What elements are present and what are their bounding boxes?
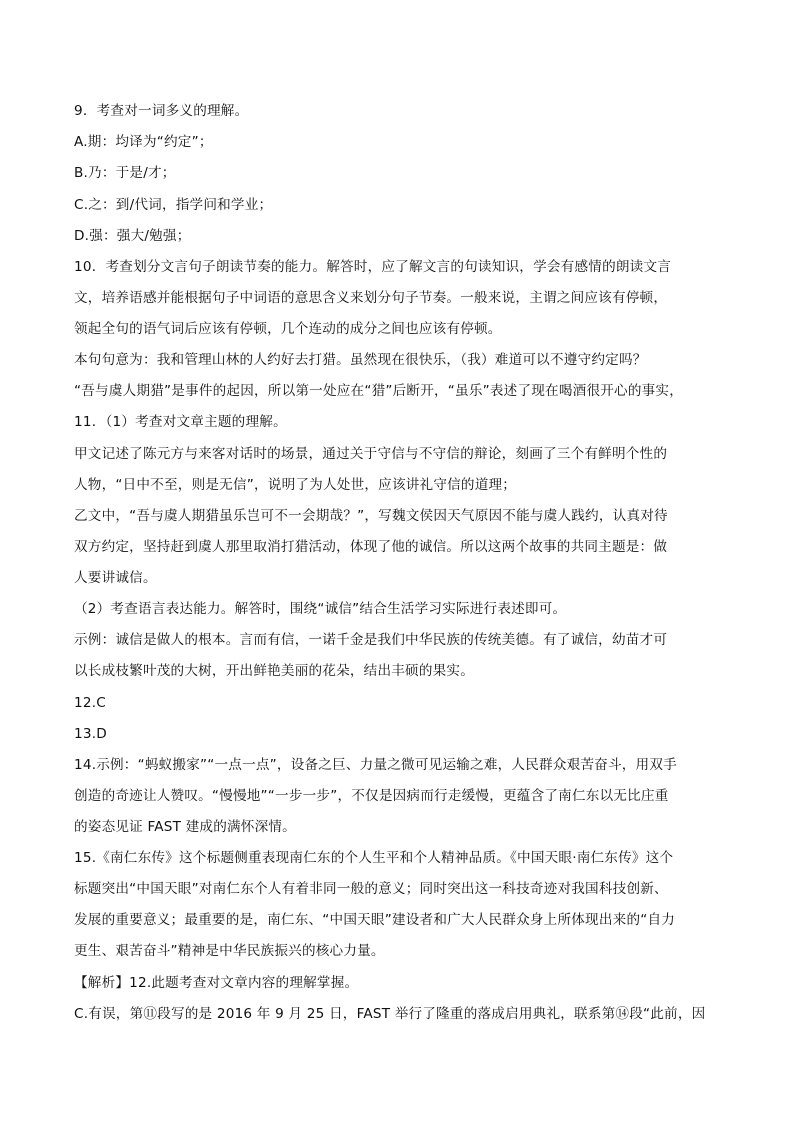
text-line: 示例：诚信是做人的根本。言而有信，一诺千金是我们中华民族的传统美德。有了诚信，幼苗才可 — [74, 632, 668, 648]
text-line: “吾与虞人期猎”是事件的起因，所以第一处应在“猎”后断开，“虽乐”表述了现在喝酒很开心的事实， — [74, 383, 683, 399]
text-line: 本句句意为：我和管理山林的人约好去打猎。虽然现在很快乐，（我）难道可以不遵守约定吗？ — [74, 352, 647, 368]
text-line: C.有误，第⑪段写的是 2016 年 9 月 25 日，FAST 举行了隆重的落成启用典礼，联系第⑭段“此前，因 — [74, 1006, 706, 1022]
text-line: 人要讲诚信。 — [74, 570, 157, 586]
text-line: B.乃：于是/才； — [74, 165, 176, 181]
text-line: 发展的重要意义；最重要的是，南仁东、“中国天眼”建设者和广大人民群众身上所体现出来的“自力 — [74, 912, 676, 928]
text-line: 的姿态见证 FAST 建成的满怀深情。 — [74, 819, 296, 835]
text-line: A.期：均译为“约定”； — [74, 134, 213, 150]
text-line: 9．考查对一词多义的理解。 — [74, 103, 249, 119]
text-line: 标题突出“中国天眼”对南仁东个人有着非同一般的意义；同时突出这一科技奇迹对我国科技创新、 — [74, 881, 668, 897]
text-line: 双方约定，坚持赶到虞人那里取消打猎活动，体现了他的诚信。所以这两个故事的共同主题是：做 — [74, 539, 668, 555]
text-line: 人物，“日中不至，则是无信”，说明了为人处世，应该讲礼守信的道理； — [74, 477, 517, 493]
text-line: 以长成枝繁叶茂的大树，开出鲜艳美丽的花朵，结出丰硕的果实。 — [74, 663, 475, 679]
text-line: （2）考查语言表达能力。解答时，围绕“诚信”结合生活学习实际进行表述即可。 — [74, 601, 567, 617]
text-line: 15.《南仁东传》这个标题侧重表现南仁东的个人生平和个人精神品质。《中国天眼·南仁东传》这个 — [74, 850, 674, 866]
text-line: 12.C — [74, 695, 106, 711]
text-line: 13.D — [74, 726, 107, 742]
text-line: 10．考查划分文言句子朗读节奏的能力。解答时，应了解文言的句读知识，学会有感情的朗读文言 — [74, 259, 672, 275]
text-line: 【解析】12.此题考查对文章内容的理解掌握。 — [74, 975, 359, 991]
text-line: D.强：强大/勉强； — [74, 228, 191, 244]
text-line: 甲文记述了陈元方与来客对话时的场景，通过关于守信与不守信的辩论，刻画了三个有鲜明个性的 — [74, 446, 668, 462]
text-line: 乙文中，“吾与虞人期猎虽乐岂可不一会期哉？”，写魏文侯因天气原因不能与虞人践约，认真对待 — [74, 508, 668, 524]
text-line: 文，培养语感并能根据句子中词语的意思含义来划分句子节奏。一般来说，主谓之间应该有停顿， — [74, 290, 668, 306]
text-line: 领起全句的语气词后应该有停顿，几个连动的成分之间也应该有停顿。 — [74, 321, 502, 337]
text-line: 创造的奇迹让人赞叹。“慢慢地”“一步一步”，不仅是因病而行走缓慢，更蕴含了南仁东以无比庄重 — [74, 788, 669, 804]
text-line: C.之：到/代词，指学问和学业； — [74, 197, 273, 213]
text-line: 14.示例：“蚂蚁搬家”“一点一点”，设备之巨、力量之微可见运输之难，人民群众艰苦奋斗，用双手 — [74, 757, 677, 773]
text-line: 更生、艰苦奋斗”精神是中华民族振兴的核心力量。 — [74, 943, 385, 959]
text-line: 11．（1）考查对文章主题的理解。 — [74, 414, 287, 430]
